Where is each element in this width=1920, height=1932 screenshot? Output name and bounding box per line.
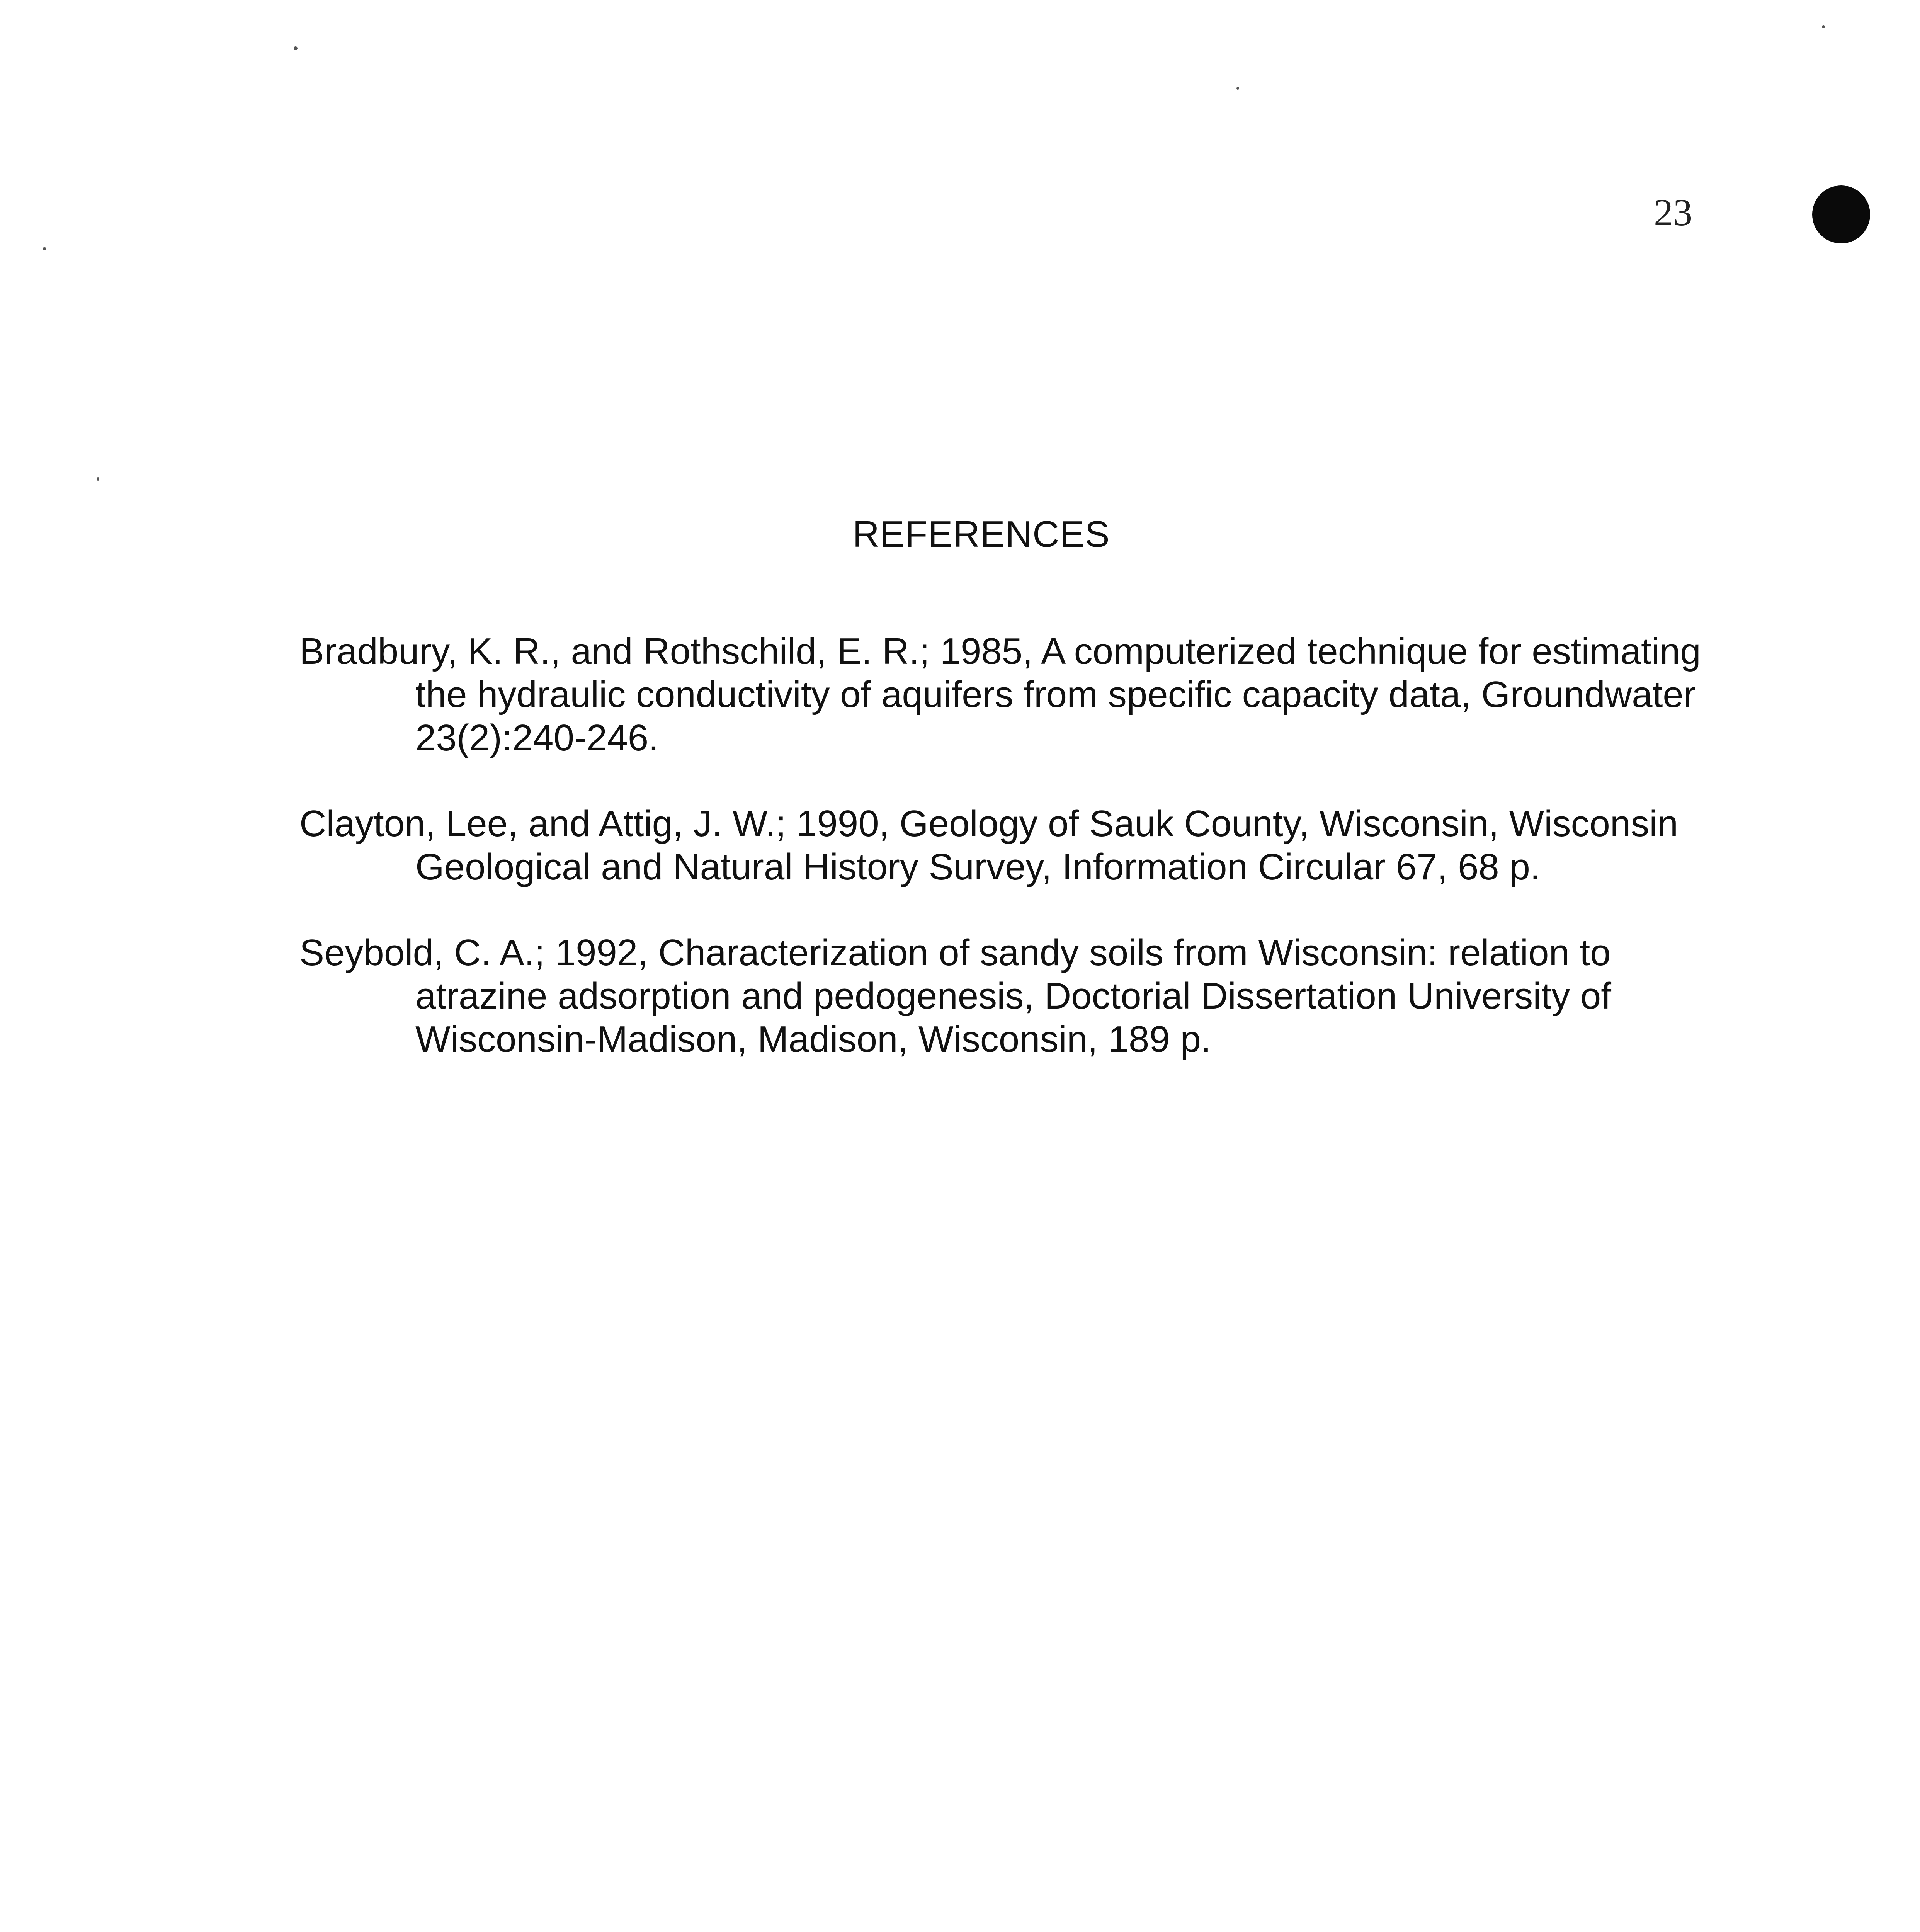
scan-speck [97,477,99,481]
page-heading: REFERENCES [852,514,1110,555]
reference-entry-clayton: Clayton, Lee, and Attig, J. W.; 1990, Geology of Sauk County, Wisconsin, Wisconsin Geological and Natural History Survey, Information Circular 67, 68 p. [299,803,1678,888]
scan-speck [1822,25,1825,28]
reference-list [299,630,1710,1104]
punch-hole-top [1812,185,1870,243]
page-number: 23 [1654,191,1692,234]
scan-speck [294,46,298,50]
reference-entry-bradbury: Bradbury, K. R., and Rothschild, E. R.; 1985, A computerized technique for estimating the hydraulic conductivity of aquifers from specific capacity data, Groundwater 23(2):240-246. [299,631,1701,759]
scan-speck [43,247,46,250]
scan-speck [1236,87,1239,90]
reference-entry-seybold: Seybold, C. A.; 1992, Characterization of sandy soils from Wisconsin: relation to atrazine adsorption and pedogenesis, Doctorial Dissertation University of Wisconsin-Madison, Madison, Wisconsin, 189 p. [299,932,1611,1060]
